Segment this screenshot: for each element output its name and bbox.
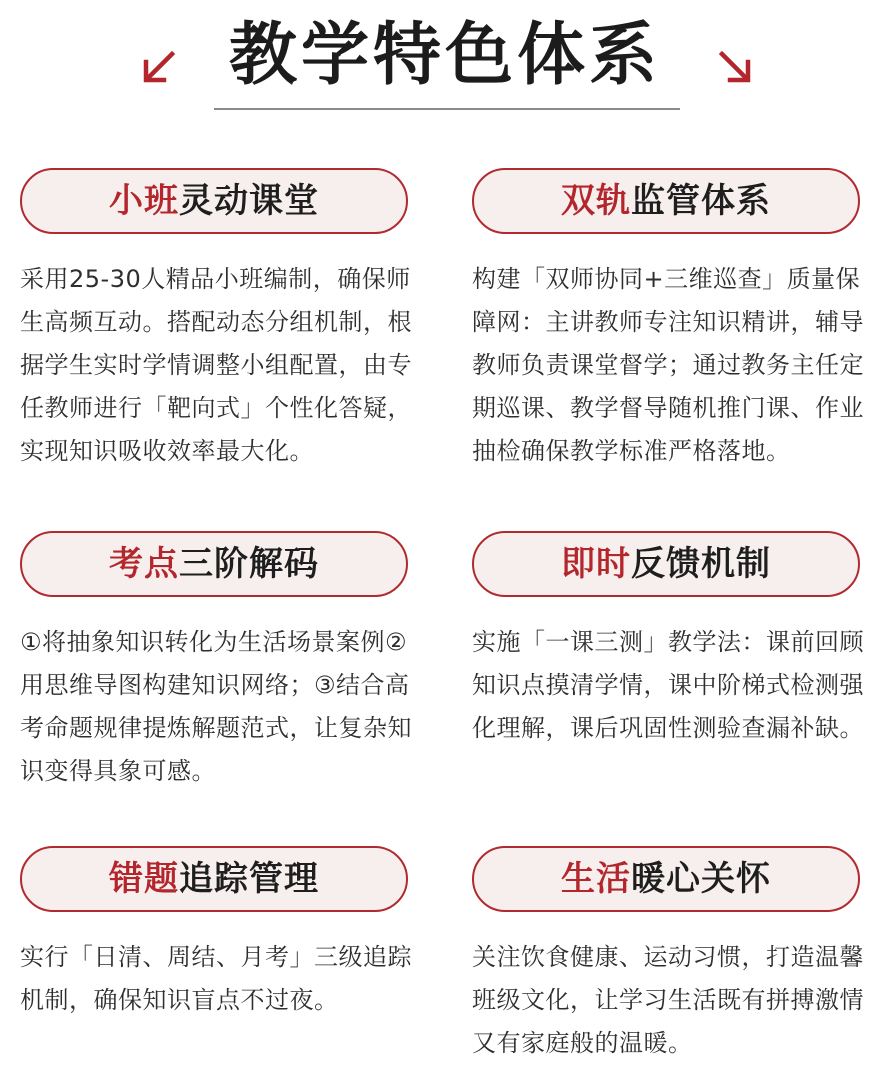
feature-description: 关注饮食健康、运动习惯，打造温馨班级文化，让学习生活既有拼搏激情又有家庭般的温暖。 xyxy=(472,943,864,1057)
title-underline xyxy=(214,108,680,110)
feature-description: 实施「一课三测」教学法：课前回顾知识点摸清学情，课中阶梯式检测强化理解，课后巩固性测验查漏补缺。 xyxy=(472,628,864,742)
feature-description: 构建「双师协同+三维巡查」质量保障网：主讲教师专注知识精讲，辅导教师负责课堂督学；通过教务主任定期巡课、教学督导随机推门课、作业抽检确保教学标准严格落地。 xyxy=(472,265,864,465)
heading-accent: 小班 xyxy=(109,181,179,221)
feature-heading xyxy=(20,846,408,912)
feature-heading xyxy=(472,531,860,597)
feature-description: ①将抽象知识转化为生活场景案例②用思维导图构建知识网络；③结合高考命题规律提炼解题范式，让复杂知识变得具象可感。 xyxy=(20,628,412,785)
feature-heading xyxy=(20,168,408,234)
heading-rest: 三阶解码 xyxy=(179,544,319,584)
arrow-down-left-icon xyxy=(138,48,178,88)
feature-heading xyxy=(472,846,860,912)
header xyxy=(0,0,880,120)
arrow-down-right-icon xyxy=(716,48,756,88)
heading-accent: 双轨 xyxy=(561,181,631,221)
heading-accent: 考点 xyxy=(109,544,179,584)
heading-rest: 追踪管理 xyxy=(179,859,319,899)
heading-accent: 生活 xyxy=(561,859,631,899)
heading-rest: 暖心关怀 xyxy=(631,859,771,899)
heading-accent: 错题 xyxy=(109,859,179,899)
heading-accent: 即时 xyxy=(561,544,631,584)
feature-description: 实行「日清、周结、月考」三级追踪机制，确保知识盲点不过夜。 xyxy=(20,943,412,1014)
feature-description: 采用25-30人精品小班编制，确保师生高频互动。搭配动态分组机制，根据学生实时学情调整小组配置，由专任教师进行「靶向式」个性化答疑，实现知识吸收效率最大化。 xyxy=(20,265,412,465)
heading-rest: 灵动课堂 xyxy=(179,181,319,221)
heading-rest: 监管体系 xyxy=(631,181,771,221)
feature-heading xyxy=(20,531,408,597)
feature-heading xyxy=(472,168,860,234)
page-title: 教学特色体系 xyxy=(228,16,661,95)
heading-rest: 反馈机制 xyxy=(631,544,771,584)
